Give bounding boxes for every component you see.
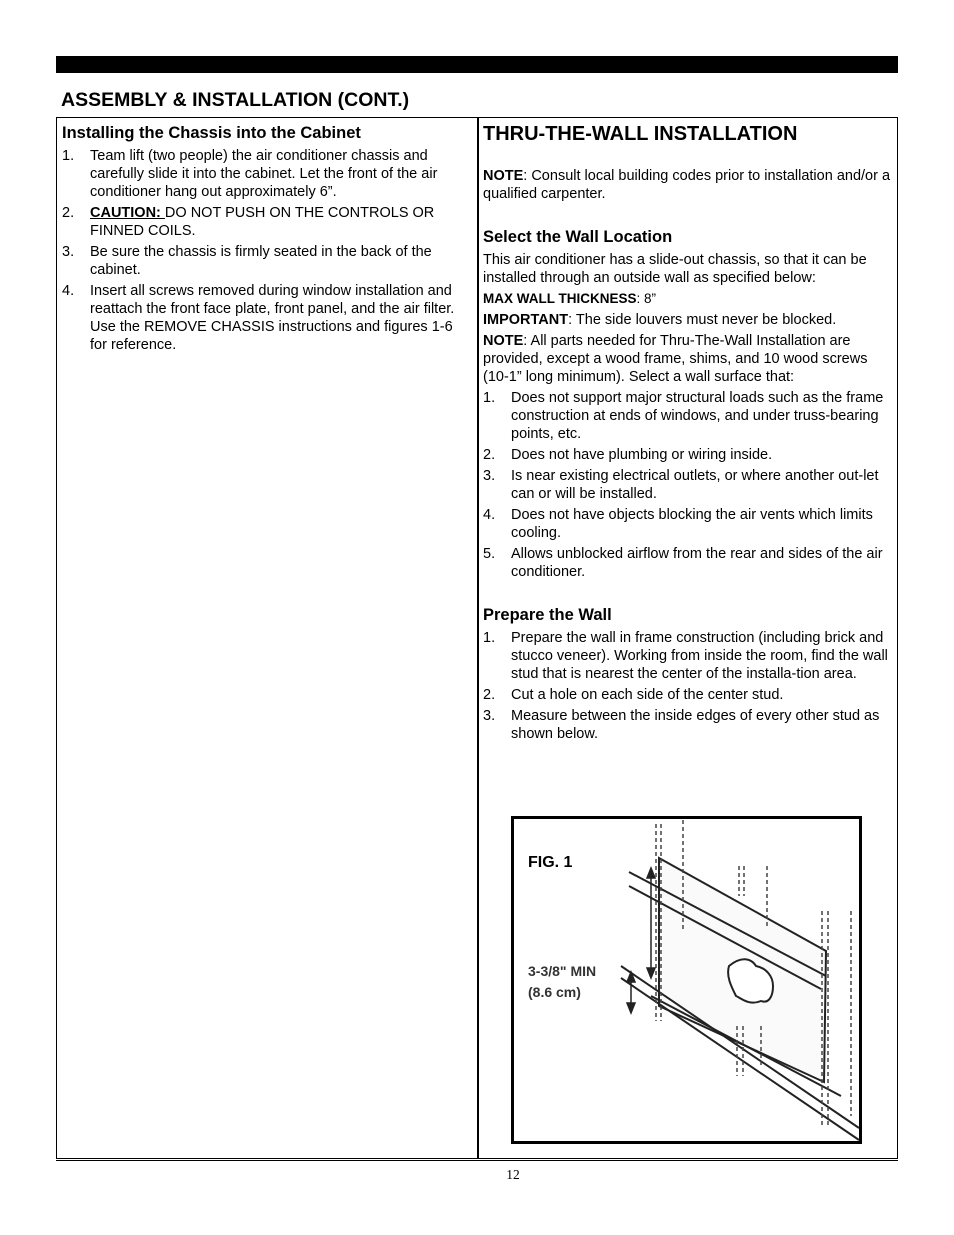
item-number: 1.	[483, 630, 496, 646]
item-text: DO NOT PUSH ON THE CONTROLS OR FINNED COILS.	[90, 205, 435, 239]
prepare-steps	[483, 629, 893, 743]
max-thickness-value: : 8”	[636, 291, 657, 306]
note-paragraph	[483, 167, 893, 203]
list-item	[62, 243, 470, 279]
parts-note	[483, 332, 893, 386]
item-number: 4.	[483, 507, 496, 523]
item-number: 3.	[62, 244, 75, 260]
note-text: : Consult local building codes prior to installation and/or a qualified carpenter.	[483, 168, 891, 202]
list-item	[483, 707, 893, 743]
page-number: 12	[506, 1167, 520, 1182]
note-text: : All parts needed for Thru-The-Wall Installation are provided, except a wood frame, shims, and 10 wood screws (10-1” long minimum). Select a wall surface that:	[483, 333, 868, 385]
item-text: Be sure the chassis is firmly seated in the back of the cabinet.	[90, 244, 432, 278]
figure-label: FIG. 1	[528, 854, 573, 871]
wall-criteria	[483, 389, 893, 581]
item-text: Team lift (two people) the air conditioner chassis and carefully slide it into the cabinet. Let the front of the air conditioner hang out approximately 6”.	[90, 148, 438, 200]
list-item	[62, 147, 470, 201]
list-item	[62, 204, 470, 240]
item-number: 3.	[483, 708, 496, 724]
item-text: Insert all screws removed during window installation and reattach the front face plate, front panel, and the air filter. Use the REMOVE CHASSIS instructions and figures 1-6 for reference.	[90, 283, 455, 353]
chassis-heading: Installing the Chassis into the Cabinet	[62, 124, 361, 142]
important-label: IMPORTANT	[483, 312, 569, 328]
chassis-steps	[62, 147, 470, 354]
dimension-label-line1: 3-3/8" MIN	[528, 963, 597, 979]
list-item	[483, 545, 893, 581]
list-item	[483, 446, 893, 464]
item-number: 3.	[483, 468, 496, 484]
max-thickness-label: MAX WALL THICKNESS	[483, 291, 637, 306]
list-item	[62, 282, 470, 354]
max-thickness	[483, 290, 893, 308]
page-title: ASSEMBLY & INSTALLATION (CONT.)	[61, 89, 410, 111]
header-bar	[56, 56, 898, 73]
item-number: 2.	[483, 447, 496, 463]
section-heading: THRU-THE-WALL INSTALLATION	[483, 123, 798, 145]
item-number: 2.	[483, 687, 496, 703]
dimension-label-line2: (8.6 cm)	[528, 984, 581, 1000]
prepare-wall-heading: Prepare the Wall	[483, 606, 612, 624]
item-text: Measure between the inside edges of every other stud as shown below.	[511, 708, 880, 742]
important-paragraph	[483, 311, 893, 329]
item-number: 4.	[62, 283, 75, 299]
item-text: Cut a hole on each side of the center stud.	[511, 687, 784, 703]
item-number: 1.	[62, 148, 75, 164]
wall-location-heading: Select the Wall Location	[483, 228, 673, 246]
item-text: Prepare the wall in frame construction (including brick and stucco veneer). Working from inside the room, find the wall stud that is nearest the center of the installa-tion area.	[511, 630, 888, 682]
item-text: Does not support major structural loads such as the frame construction at ends of windows, and under truss-bearing points, etc.	[511, 390, 884, 442]
item-text: Does not have objects blocking the air vents which limits cooling.	[511, 507, 873, 541]
list-item	[483, 467, 893, 503]
item-text: Allows unblocked airflow from the rear and sides of the air conditioner.	[511, 546, 883, 580]
item-number: 5.	[483, 546, 496, 562]
list-item	[483, 506, 893, 542]
item-number: 2.	[62, 205, 75, 221]
item-text: Does not have plumbing or wiring inside.	[511, 447, 773, 463]
list-item	[483, 686, 893, 704]
note-label: NOTE	[483, 168, 524, 184]
important-text: : The side louvers must never be blocked.	[568, 312, 837, 328]
wall-location-intro: This air conditioner has a slide-out chassis, so that it can be installed through an outside wall as specified below:	[483, 252, 867, 286]
list-item	[483, 389, 893, 443]
wall-stud-figure	[511, 816, 862, 1144]
note-label: NOTE	[483, 333, 524, 349]
item-number: 1.	[483, 390, 496, 406]
list-item	[483, 629, 893, 683]
bottom-rule	[56, 1160, 898, 1161]
left-column	[62, 118, 470, 357]
right-column	[483, 118, 893, 746]
caution-label: CAUTION:	[90, 205, 165, 221]
column-divider	[477, 118, 479, 1158]
item-text: Is near existing electrical outlets, or where another out-let can or will be installed.	[511, 468, 879, 502]
